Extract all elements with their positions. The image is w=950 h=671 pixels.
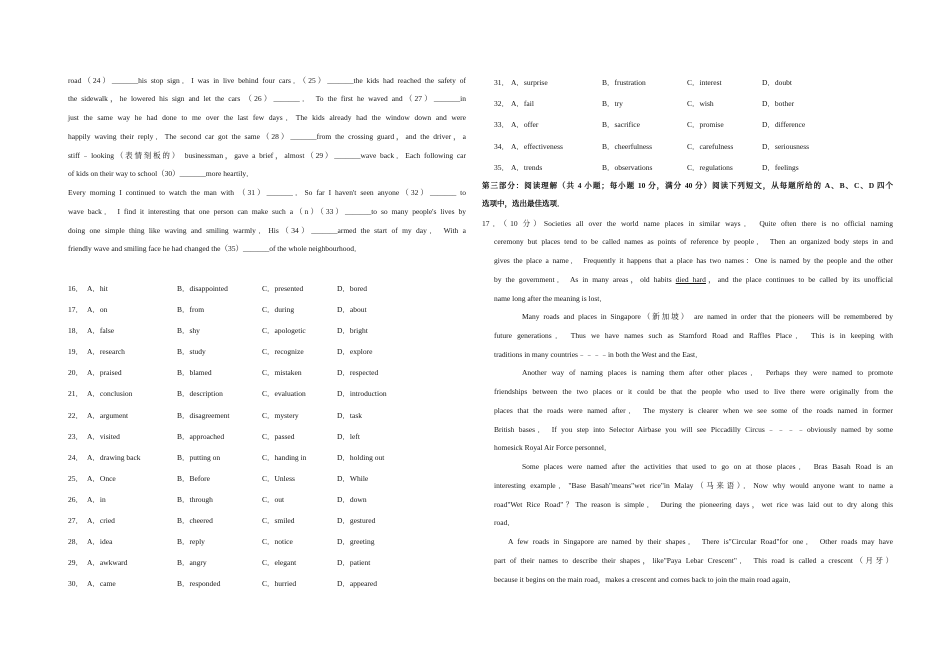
option-d: D．greeting — [337, 537, 375, 547]
text-line — [494, 271, 893, 290]
option-row — [68, 489, 458, 510]
paragraph — [482, 215, 893, 309]
question-number: 20． — [68, 368, 83, 378]
option-row — [68, 405, 458, 426]
text-line: Some places were named after the activities that used to go on at those places． Bras Basah Road is an — [522, 462, 893, 472]
option-row — [68, 531, 458, 552]
option-d: D．bored — [337, 284, 367, 293]
text-line: road"Wet Rice Road"？The reason is simple． During the pioneering days，wet rice was laid out to dry along this — [494, 499, 893, 509]
text-line: 17．（10 分）Societies all over the world name places in similar ways． Quite often there is no official naming — [482, 218, 893, 228]
option-a: A．praised — [87, 368, 122, 378]
option-d: D．down — [337, 494, 367, 504]
option-c: C．notice — [262, 537, 293, 547]
option-row — [494, 136, 884, 157]
text-line: Many roads and places in Singapore（新加坡） are named in order that the pioneers will be remembered by — [522, 312, 893, 322]
text-line: British bases． If you step into Selector Airbase you will see Piccadilly Circus﹣﹣﹣﹣obviously named by some — [494, 424, 893, 434]
paragraph — [68, 72, 466, 185]
text-line: because it begins on the main road，makes a crescent and comes back to join the main road again． — [494, 574, 796, 584]
option-c: C．regulations — [687, 162, 733, 172]
cloze-options-31-35 — [494, 72, 884, 178]
option-row — [68, 362, 458, 383]
text-line: friendships between the two places or it could be that the people who used to live there were originally from the — [494, 387, 893, 397]
option-d: D．doubt — [762, 77, 792, 87]
option-b: B．putting on — [177, 452, 221, 462]
option-d: D．explore — [337, 347, 373, 357]
question-number: 31． — [494, 77, 509, 87]
option-row — [68, 552, 458, 573]
text-line: happily waving their reply．The second car got the same（28）_______from the crossing guard，and the driver，a — [68, 131, 466, 141]
option-b: B．approached — [177, 431, 225, 441]
option-d: D．holding out — [337, 452, 385, 462]
option-a: A．drawing back — [87, 452, 141, 462]
question-number: 32． — [494, 99, 509, 109]
option-d: D．gestured — [337, 516, 376, 526]
option-b: B．reply — [177, 537, 205, 547]
option-c: C．recognize — [262, 347, 304, 357]
option-a: A．argument — [87, 410, 129, 420]
option-c: C．during — [262, 305, 295, 315]
option-b: B．description — [177, 389, 223, 399]
option-row — [68, 468, 458, 489]
text-segment: by the government． As in many areas，old habits — [494, 274, 676, 284]
option-row — [68, 426, 458, 447]
text-line: ceremony but places tend to be called names as points of reference by people． Then an organized body steps in and — [494, 237, 893, 247]
paragraph — [494, 533, 893, 589]
option-b: B．cheered — [177, 516, 213, 526]
text-line: part of their names to describe their shapes，like"Paya Lebar Crescent"． This road is called a crescent（月牙） — [494, 555, 893, 565]
option-b: B．observations — [602, 162, 653, 172]
section-heading — [482, 177, 893, 215]
question-number: 35． — [494, 162, 509, 172]
option-d: D．While — [337, 473, 369, 483]
option-b: B．through — [177, 494, 213, 504]
text-line: A few roads in Singapore are named by their shapes． There is"Circular Road"for one． Other roads may have — [508, 537, 893, 547]
text-line: Every morning I continued to watch the man with （31）_______．So far I haven't seen anyone（32）_______ to — [68, 188, 466, 198]
option-row — [68, 299, 458, 320]
question-number: 24． — [68, 452, 83, 462]
question-number: 34． — [494, 141, 509, 151]
option-b: B．blamed — [177, 368, 212, 378]
option-b: B．Before — [177, 473, 210, 483]
option-b: B．try — [602, 99, 623, 109]
paragraph — [482, 177, 893, 215]
paragraph — [68, 184, 466, 259]
option-row — [68, 510, 458, 531]
question-number: 18． — [68, 326, 83, 336]
text-line: traditions in many countries﹣﹣﹣﹣in both the West and the East． — [494, 349, 703, 359]
option-a: A．came — [87, 579, 116, 589]
text-line: road（24）_______his stop sign．I was in live behind four cars．（25）_______the kids had reached the safety of — [68, 75, 466, 85]
option-a: A．in — [87, 494, 106, 504]
option-c: C．elegant — [262, 558, 297, 568]
question-number: 25． — [68, 473, 83, 483]
option-b: B．disappointed — [177, 284, 228, 293]
option-c: C．hurried — [262, 579, 297, 589]
question-number: 16． — [68, 284, 83, 293]
option-d: D．about — [337, 305, 367, 315]
option-row — [494, 114, 884, 135]
paragraph — [494, 308, 893, 364]
question-number: 29． — [68, 558, 83, 568]
option-row — [494, 157, 884, 178]
text-line: future generations． Thus we have names such as Stamford Road and Raffles Place． This is in keeping with — [494, 331, 893, 340]
text-line: stiff﹣looking（表情刻板的） businessman，gave a brief，almost（29）_______wave back．Each following car — [68, 150, 466, 160]
option-b: B．cheerfulness — [602, 141, 652, 151]
question-number: 33． — [494, 120, 509, 130]
option-d: D．difference — [762, 120, 806, 130]
option-row — [494, 72, 884, 93]
option-b: B．shy — [177, 326, 200, 336]
option-c: C．carefulness — [687, 141, 734, 151]
option-b: B．study — [177, 347, 206, 357]
option-a: A．cried — [87, 516, 115, 526]
option-b: B．sacrifice — [602, 120, 640, 130]
option-c: C．passed — [262, 431, 295, 441]
option-b: B．disagreement — [177, 410, 230, 420]
text-line: friendly wave and smiling face he had changed the（35）_______of the whole neighbourhood． — [68, 244, 362, 254]
text-line: 选项中，选出最佳选项． — [482, 199, 565, 209]
option-a: A．hit — [87, 284, 108, 293]
text-line: of kids on their way to school（30）_______more heartily． — [68, 169, 254, 179]
option-row — [68, 573, 458, 594]
option-c: C．presented — [262, 284, 304, 293]
question-number: 26． — [68, 494, 83, 504]
text-line: wave back． I find it interesting that one person can make such a（n）（33）_______to so many people's lives by — [68, 206, 466, 216]
option-c: C．Unless — [262, 473, 295, 483]
option-a: A．false — [87, 326, 115, 336]
option-a: A．effectiveness — [511, 141, 563, 151]
option-d: D．appeared — [337, 579, 377, 589]
option-d: D．left — [337, 431, 360, 441]
option-c: C．mystery — [262, 410, 299, 420]
question-number: 21． — [68, 389, 83, 399]
text-segment: ，and the place continues to be called by its unofficial — [705, 274, 893, 284]
option-c: C．evaluation — [262, 389, 306, 399]
option-d: D．bother — [762, 99, 795, 109]
option-row — [68, 278, 458, 299]
text-line: doing one simple thing like waving and smiling warmly．His（34）_______armed the start of my day． With a — [68, 225, 466, 235]
cloze-passage — [68, 72, 466, 260]
text-line: the sidewalk，he lowered his sign and let the cars （26）_______． To the first he waved and（27）_______in — [68, 94, 466, 104]
option-a: A．surprise — [511, 77, 548, 87]
option-row — [494, 93, 884, 114]
option-b: B．frustration — [602, 77, 646, 87]
option-d: D．feelings — [762, 162, 799, 172]
option-c: C．promise — [687, 120, 724, 130]
text-line: places that the roads were named after． The mystery is clearer when we see some of the roads named in former — [494, 405, 893, 415]
option-c: C．mistaken — [262, 368, 302, 378]
question-number: 28． — [68, 537, 83, 547]
reading-passage — [482, 215, 893, 590]
option-a: A．offer — [511, 120, 539, 130]
paragraph — [494, 458, 893, 533]
option-row — [68, 383, 458, 404]
text-line: name long after the meaning is lost． — [494, 293, 607, 303]
text-line: homesick Royal Air Force personnel． — [494, 443, 612, 453]
text-line: gives the place a name． Frequently it happens that a place has two names：One is named by the people and the other — [494, 256, 893, 266]
question-number: 23． — [68, 431, 83, 441]
option-d: D．introduction — [337, 389, 387, 399]
option-c: C．apologetic — [262, 326, 306, 336]
option-b: B．responded — [177, 579, 221, 589]
option-a: A．conclusion — [87, 389, 133, 399]
option-a: A．idea — [87, 537, 113, 547]
text-line: Another way of naming places is naming them after other places． Perhaps they were named to promote — [522, 368, 893, 378]
question-number: 17． — [68, 305, 83, 315]
question-number: 30． — [68, 579, 83, 589]
option-a: A．Once — [87, 473, 116, 483]
option-row — [68, 447, 458, 468]
option-b: B．angry — [177, 558, 207, 568]
option-c: C．wish — [687, 99, 714, 109]
option-d: D．respected — [337, 368, 379, 378]
option-row — [68, 341, 458, 362]
text-line: interesting example．"Base Basah"means"wet rice"in Malay（马来语）．Now why would anyone want to name a — [494, 480, 893, 490]
option-d: D．seriousness — [762, 141, 810, 151]
question-number: 27． — [68, 516, 83, 526]
option-d: D．patient — [337, 558, 371, 568]
option-a: A．fail — [511, 99, 534, 109]
option-d: D．task — [337, 410, 362, 420]
option-a: A．awkward — [87, 558, 128, 568]
text-line: road． — [494, 518, 515, 528]
option-a: A．on — [87, 305, 108, 315]
option-a: A．visited — [87, 431, 120, 441]
question-number: 19． — [68, 347, 83, 357]
option-c: C．smiled — [262, 516, 295, 526]
option-c: C．interest — [687, 77, 722, 87]
text-line: just the same way he had done to me over the last few days．The kids already had the window down and were — [68, 113, 466, 123]
option-c: C．handing in — [262, 452, 307, 462]
option-d: D．bright — [337, 326, 368, 336]
option-b: B．from — [177, 305, 205, 315]
option-a: A．research — [87, 347, 125, 357]
underlined-phrase: died hard — [675, 274, 706, 284]
option-a: A．trends — [511, 162, 543, 172]
paragraph — [494, 364, 893, 458]
question-number: 22． — [68, 410, 83, 420]
option-row — [68, 320, 458, 341]
option-c: C．out — [262, 494, 285, 504]
text-line: 第三部分：阅读理解（共 4 小题；每小题 10 分，满分 40 分）阅读下列短文，从每题所给的 A、B、C、D 四个 — [482, 180, 893, 190]
cloze-options-16-30 — [68, 278, 458, 594]
